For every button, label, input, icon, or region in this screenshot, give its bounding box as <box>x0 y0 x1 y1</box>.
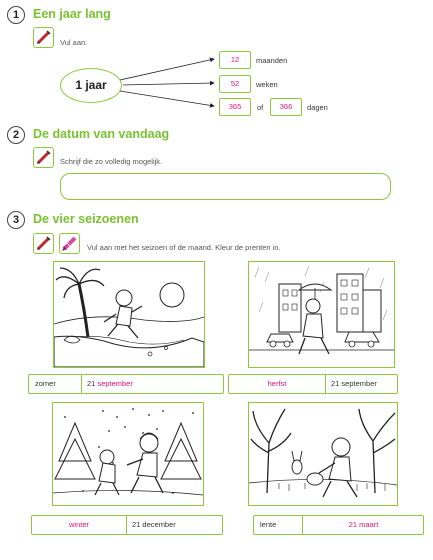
weeks-unit: weken <box>256 80 278 89</box>
summer-date-day: 21 <box>87 379 98 388</box>
days-field-2[interactable]: 366 <box>270 98 302 116</box>
spring-label-row <box>253 515 424 535</box>
weeks-field[interactable]: 52 <box>219 75 251 93</box>
months-field[interactable]: 12 <box>219 51 251 69</box>
year-arrows <box>0 0 433 130</box>
divider <box>325 375 326 393</box>
date-field[interactable] <box>60 173 391 200</box>
instruction-1: Vul aan. <box>60 38 88 47</box>
instruction-2: Schrijf die zo volledig mogelijk. <box>60 157 163 166</box>
or-word: of <box>257 103 264 112</box>
autumn-picture <box>248 261 395 368</box>
summer-label-row <box>28 374 224 394</box>
section-number-2: 2 <box>7 126 25 144</box>
winter-season[interactable]: winter <box>68 520 89 529</box>
year-label: 1 jaar <box>75 78 107 92</box>
days-unit: dagen <box>307 103 328 112</box>
pencil-icon <box>33 233 54 254</box>
days-field-1[interactable]: 365 <box>219 98 251 116</box>
section-title-1: Een jaar lang <box>33 7 111 21</box>
divider <box>81 375 82 393</box>
spring-season: lente <box>260 520 277 529</box>
autumn-season[interactable]: herfst <box>267 379 287 388</box>
spring-date[interactable]: 21 maart <box>348 520 379 529</box>
winter-label-row <box>31 515 223 535</box>
summer-season: zomer <box>35 379 56 388</box>
section-title-3: De vier seizoenen <box>33 212 139 226</box>
divider <box>126 516 127 534</box>
spring-picture <box>248 402 398 506</box>
instruction-3: Vul aan met het seizoen of de maand. Kleur de prenten in. <box>87 243 281 252</box>
pencil-icon <box>33 147 54 168</box>
winter-picture <box>52 402 204 506</box>
section-number-3: 3 <box>7 211 25 229</box>
autumn-label-row <box>228 374 398 394</box>
section-number-1: 1 <box>7 6 25 24</box>
autumn-date: 21 september <box>331 379 377 388</box>
months-unit: maanden <box>256 56 288 65</box>
section-title-2: De datum van vandaag <box>33 127 170 141</box>
winter-date: 21 december <box>132 520 176 529</box>
summer-date-month: september <box>97 379 133 388</box>
crayon-icon <box>59 233 80 254</box>
summer-picture <box>53 261 205 368</box>
summer-date[interactable] <box>87 375 133 393</box>
